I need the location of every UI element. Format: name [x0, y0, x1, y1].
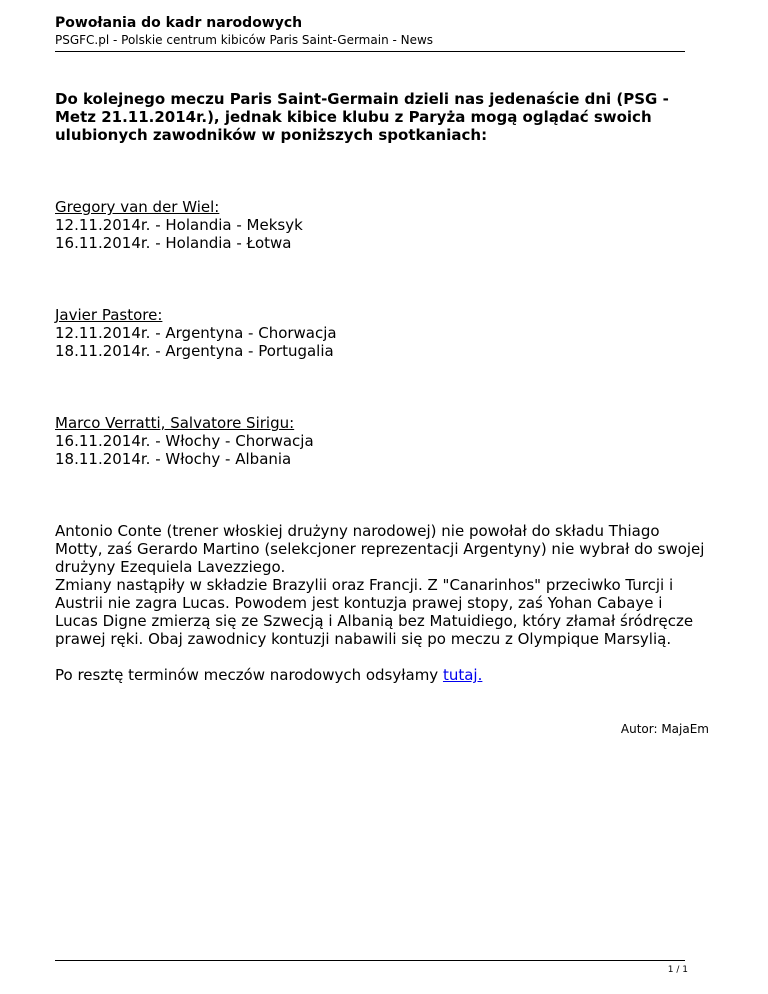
player-group — [55, 306, 705, 360]
page-title: Powołania do kadr narodowych — [55, 15, 303, 31]
spacer — [55, 144, 705, 162]
player-group-heading: Javier Pastore: — [55, 306, 163, 324]
match-line: 16.11.2014r. - Holandia - Łotwa — [55, 234, 292, 252]
spacer — [55, 504, 705, 522]
closing-text: Po resztę terminów meczów narodowych odsyłamy — [55, 666, 443, 684]
footer-divider — [55, 960, 685, 961]
spacer — [55, 468, 705, 486]
spacer — [55, 486, 705, 504]
player-group-heading: Marco Verratti, Salvatore Sirigu: — [55, 414, 295, 432]
article-paragraph: Zmiany nastąpiły w składzie Brazylii oraz Francji. Z "Canarinhos" przeciwko Turcji i Austrii nie zagra Lucas. Powodem jest kontuzja prawej stopy, zaś Yohan Cabaye i Lucas Digne zmierzą się ze Szwecją i Albanią bez Matuidiego, który złamał śródręcze prawej ręki. Obaj zawodnicy kontuzji nabawili się po meczu z Olympique Marsylią. — [55, 576, 694, 648]
match-line: 18.11.2014r. - Włochy - Albania — [55, 450, 292, 468]
article-lead: Do kolejnego meczu Paris Saint-Germain dzieli nas jedenaście dni (PSG - Metz 21.11.2014r.), jednak kibice klubu z Paryża mogą oglądać swoich ulubionych zawodników w poniższych spotkaniach: — [55, 90, 669, 144]
article-paragraph: Antonio Conte (trener włoskiej drużyny narodowej) nie powołał do składu Thiago Motty, zaś Gerardo Martino (selekcjoner reprezentacji Argentyny) nie wybrał do swojej drużyny Ezequiela Lavezziego. — [55, 522, 705, 576]
player-group — [55, 414, 705, 468]
spacer — [55, 360, 705, 378]
header-divider — [55, 51, 685, 52]
spacer — [55, 252, 705, 270]
site-subtitle: PSGFC.pl - Polskie centrum kibiców Paris Saint-Germain - News — [55, 33, 434, 47]
spacer — [55, 180, 705, 198]
spacer — [55, 270, 705, 288]
match-line: 18.11.2014r. - Argentyna - Portugalia — [55, 342, 334, 360]
author-credit: Autor: MajaEm — [620, 722, 709, 736]
spacer — [55, 162, 705, 180]
spacer — [55, 648, 705, 666]
match-line: 12.11.2014r. - Argentyna - Chorwacja — [55, 324, 337, 342]
spacer — [55, 288, 705, 306]
spacer — [55, 396, 705, 414]
player-group — [55, 198, 705, 252]
match-line: 16.11.2014r. - Włochy - Chorwacja — [55, 432, 314, 450]
page-header — [55, 14, 685, 48]
spacer — [55, 378, 705, 396]
article-body — [55, 90, 705, 684]
more-fixtures-link[interactable]: tutaj. — [442, 666, 483, 684]
match-line: 12.11.2014r. - Holandia - Meksyk — [55, 216, 303, 234]
page-number: 1 / 1 — [667, 965, 688, 975]
player-group-heading: Gregory van der Wiel: — [55, 198, 220, 216]
closing-line — [55, 666, 705, 684]
